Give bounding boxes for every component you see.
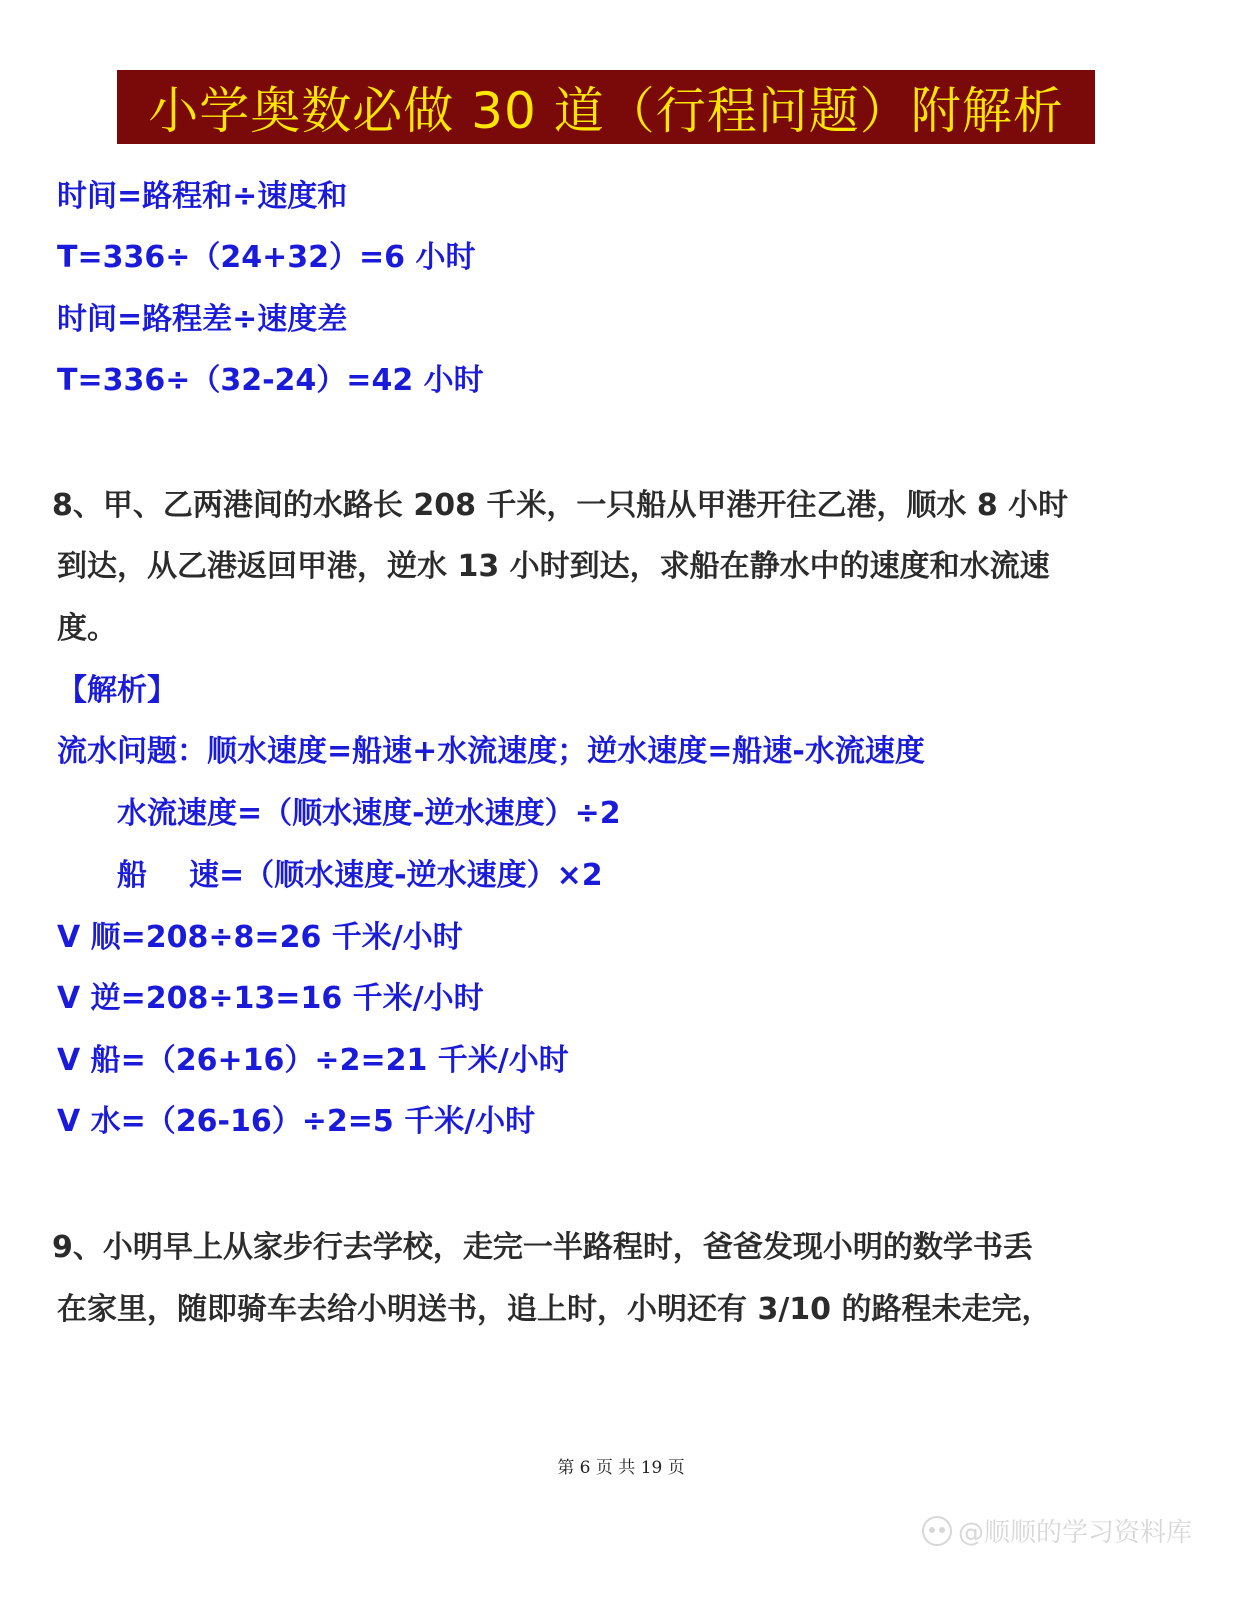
- current-speed-formula: 水流速度=（顺水速度-逆水速度）÷2: [117, 796, 621, 831]
- calc-line: V 顺=208÷8=26 千米/小时: [57, 920, 463, 955]
- calc-line: V 水=（26-16）÷2=5 千米/小时: [57, 1104, 536, 1139]
- question-8-line: 度。: [57, 611, 117, 646]
- watermark: [922, 1512, 1192, 1549]
- question-8-line: 到达，从乙港返回甲港，逆水 13 小时到达，求船在静水中的速度和水流速: [57, 549, 1050, 584]
- boat-formula-label: 船: [117, 858, 147, 893]
- question-8-line: 8、甲、乙两港间的水路长 208 千米，一只船从甲港开往乙港，顺水 8 小时: [52, 488, 1069, 523]
- question-9-line: 在家里，随即骑车去给小明送书，追上时，小明还有 3/10 的路程未走完，: [57, 1292, 1052, 1327]
- analysis-label: 【解析】: [57, 673, 177, 708]
- calc-line: V 逆=208÷13=16 千米/小时: [57, 981, 484, 1016]
- watermark-text: @顺顺的学习资料库: [957, 1518, 1192, 1548]
- calc-line: V 船=（26+16）÷2=21 千米/小时: [57, 1043, 569, 1078]
- page-number: 第 6 页 共 19 页: [557, 1458, 685, 1478]
- solution-line: T=336÷（32-24）=42 小时: [57, 363, 484, 398]
- paw-icon: [922, 1516, 952, 1546]
- question-9-line: 9、小明早上从家步行去学校，走完一半路程时，爸爸发现小明的数学书丢: [52, 1230, 1033, 1265]
- solution-line: T=336÷（24+32）=6 小时: [57, 240, 476, 275]
- solution-line: 时间=路程和÷速度和: [57, 179, 348, 214]
- page-title: 小学奥数必做 30 道（行程问题）附解析: [148, 82, 1064, 140]
- formula-line: 流水问题：顺水速度=船速+水流速度；逆水速度=船速-水流速度: [57, 734, 925, 769]
- boat-speed-formula: [117, 856, 603, 896]
- boat-formula-rest: 速=（顺水速度-逆水速度）×2: [189, 858, 603, 893]
- solution-line: 时间=路程差÷速度差: [57, 302, 348, 337]
- title-banner: [117, 70, 1095, 144]
